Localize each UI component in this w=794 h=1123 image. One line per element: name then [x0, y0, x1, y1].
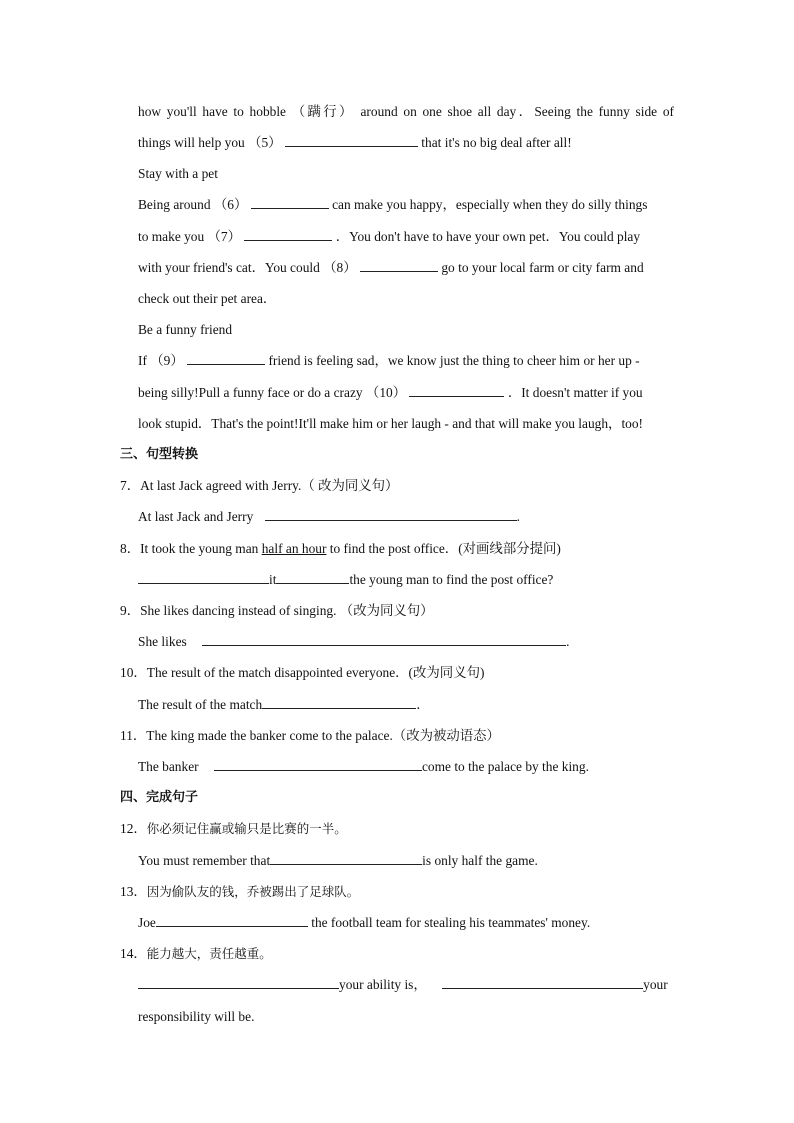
question-14: 14．能力越大，责任越重。 — [120, 946, 272, 961]
question-10: 10．The result of the match disappointed everyone．(改为同义句) — [120, 665, 485, 680]
question-7-answer: At last Jack and Jerry . — [138, 509, 520, 524]
passage-line-9: look stupid．That's the point!It'll make him or her laugh - and that will make you laugh，too! — [138, 416, 644, 431]
answer-blank-q11[interactable] — [214, 758, 422, 771]
passage-line-7: If （9） friend is feeling sad，we know just the thing to cheer him or her up - — [138, 353, 640, 368]
section-3-heading: 三、句型转换 — [120, 447, 199, 462]
answer-blank-q7[interactable] — [265, 508, 517, 521]
answer-blank-10[interactable] — [409, 384, 504, 397]
passage-line-6: check out their pet area． — [138, 291, 277, 306]
answer-blank-7[interactable] — [244, 228, 332, 241]
answer-blank-q14-a[interactable] — [138, 976, 339, 989]
question-8: 8．It took the young man half an hour to find the post office．(对画线部分提问) — [120, 541, 561, 556]
question-11-answer: The banker come to the palace by the king. — [138, 759, 589, 774]
answer-blank-6[interactable] — [251, 196, 329, 209]
question-13-answer: Joe the football team for stealing his teammates' money. — [138, 915, 591, 930]
passage-line-8: being silly!Pull a funny face or do a crazy （10） ．It doesn't matter if you — [138, 385, 643, 400]
section-4-heading: 四、完成句子 — [120, 790, 199, 805]
question-14-answer-cont: responsibility will be. — [138, 1009, 255, 1024]
answer-blank-8[interactable] — [360, 259, 438, 272]
answer-blank-5[interactable] — [285, 134, 418, 147]
question-9-answer: She likes . — [138, 634, 570, 649]
answer-blank-q13[interactable] — [156, 914, 308, 927]
question-14-answer: your ability is， your — [138, 976, 668, 994]
question-7: 7．At last Jack agreed with Jerry.（ 改为同义句） — [120, 478, 399, 493]
answer-blank-q8-b[interactable] — [276, 571, 349, 584]
underlined-phrase: half an hour — [261, 541, 327, 556]
question-12: 12．你必须记住赢或输只是比赛的一半。 — [120, 821, 347, 836]
answer-blank-q8-a[interactable] — [138, 571, 269, 584]
subheading-funny-friend: Be a funny friend — [138, 322, 233, 337]
question-8-answer: it the young man to find the post office? — [138, 571, 553, 589]
question-9: 9．She likes dancing instead of singing. （改为同义句） — [120, 603, 434, 618]
answer-blank-q10[interactable] — [262, 696, 416, 709]
passage-line-4: to make you （7） ．You don't have to have your own pet．You could play — [138, 229, 641, 244]
passage-line-3: Being around （6） can make you happy，especially when they do silly things — [138, 197, 648, 212]
question-11: 11．The king made the banker come to the palace.（改为被动语态） — [120, 728, 500, 743]
subheading-stay-with-pet: Stay with a pet — [138, 166, 218, 181]
question-10-answer: The result of the match ． — [138, 697, 430, 712]
question-12-answer: You must remember that is only half the game. — [138, 853, 538, 868]
answer-blank-q9[interactable] — [202, 633, 566, 646]
passage-line-5: with your friend's cat．You could （8） go to your local farm or city farm and — [138, 260, 644, 275]
answer-blank-q12[interactable] — [270, 852, 422, 865]
answer-blank-9[interactable] — [187, 352, 265, 365]
passage-line-2: things will help you （5） that it's no big deal after all! — [138, 135, 572, 150]
passage-line-1: how you'll have to hobble （蹒行） around on one shoe all day．Seeing the funny side of — [138, 104, 674, 119]
question-13: 13．因为偷队友的钱，乔被踢出了足球队。 — [120, 884, 360, 899]
answer-blank-q14-b[interactable] — [442, 976, 643, 989]
